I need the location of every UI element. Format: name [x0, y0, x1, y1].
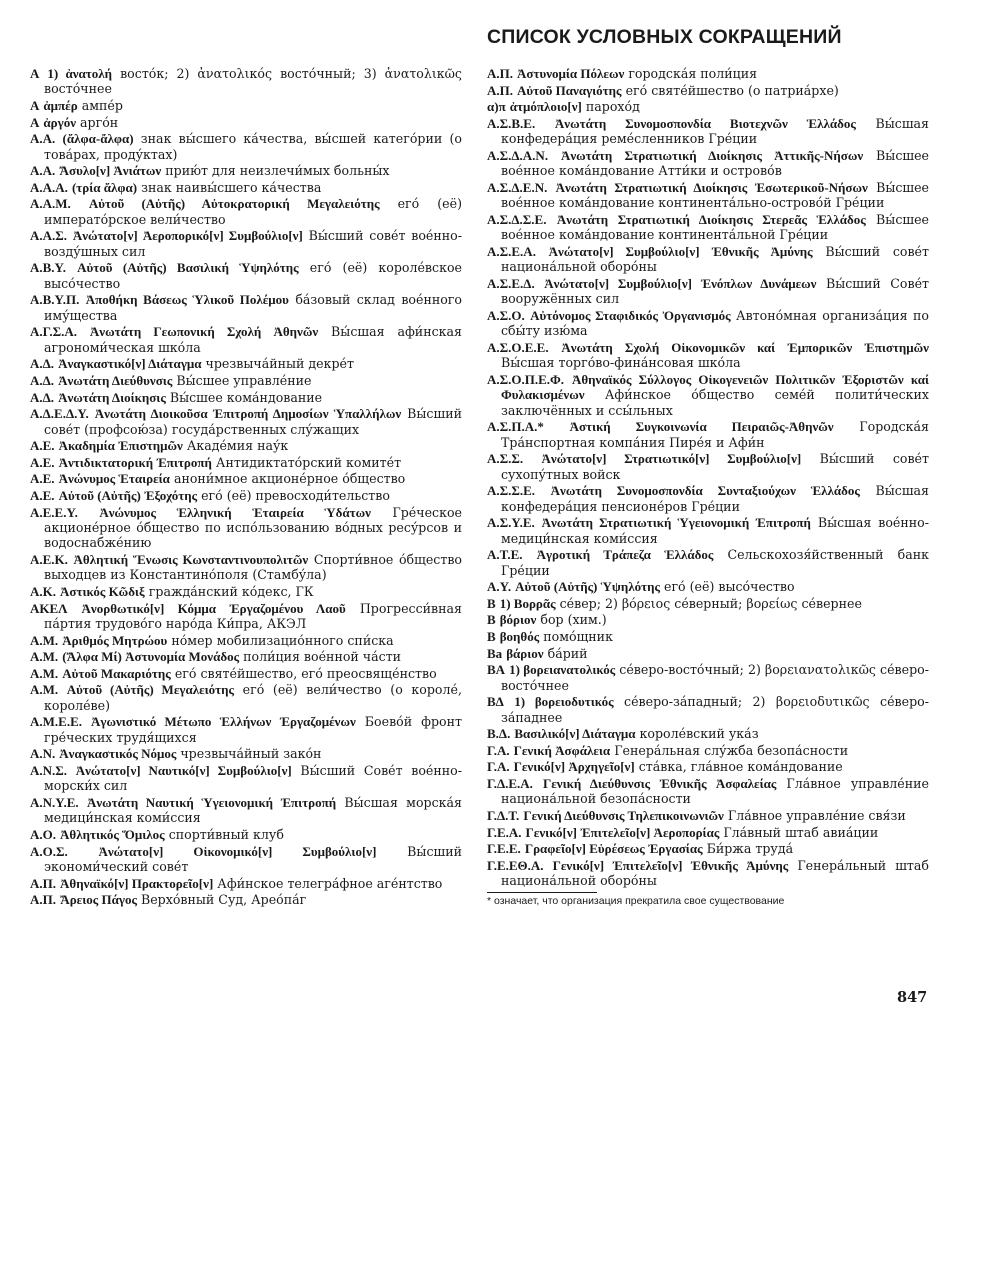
entry-abbreviation: Γ.A.: [487, 759, 510, 775]
dictionary-entry: [487, 808, 929, 823]
entry-abbreviation: A.K.: [30, 583, 56, 599]
entry-greek-term: Γενικό[ν] Ἐπιτελεῖο[ν] Ἐθνικῆς Ἀμύνης: [552, 857, 789, 873]
dictionary-entry: [30, 714, 462, 745]
dictionary-entry: [30, 131, 462, 162]
entry-translation: Вы́сший экономи́ческий сове́т: [44, 843, 462, 874]
entry-greek-term: Ἀνώτατο[ν] Στρατιωτικό[ν] Συμβούλιο[ν]: [541, 451, 802, 467]
entry-greek-term: (ἄλφα-ἄλφα): [62, 131, 134, 147]
entry-abbreviation: A.M.: [30, 665, 59, 681]
entry-abbreviation: A.Π.: [487, 82, 513, 98]
entry-greek-term: Ἀναγκαστικός Νόμος: [59, 746, 177, 762]
entry-abbreviation: A.Σ.O.: [487, 307, 525, 323]
entry-greek-term: Ἀνωτάτη Διεύθυνσις: [58, 372, 173, 388]
entry-greek-term: Ἀνωτάτη Διοίκησις: [58, 389, 166, 405]
entry-greek-term: Ἀστικός Κῶδιξ: [60, 583, 145, 599]
entry-translation: знак вы́сшего ка́чества, вы́сшей катего́рии (о това́рах, проду́ктах): [44, 131, 462, 162]
entry-greek-term: Γενική Διεύθυνσις Τηλεπικοινωνιῶν: [523, 807, 724, 823]
dictionary-entry: [487, 694, 929, 725]
entry-abbreviation: B: [487, 595, 496, 611]
entry-translation: Гла́вное управле́ние свя́зи: [727, 807, 906, 823]
entry-translation: ста́вка, гла́вное кома́ндование: [638, 759, 843, 775]
entry-greek-term: 1) βορειοδυτικός: [514, 694, 614, 710]
entry-translation: Вы́сший Сове́т вооружённых сил: [501, 275, 929, 307]
entry-abbreviation: A.B.Y.: [30, 260, 67, 276]
entry-abbreviation: A: [30, 98, 40, 113]
entry-greek-term: Ἀνώνυμος Ἑλληνική Ἑταιρεία Ὑδάτων: [99, 504, 371, 520]
dictionary-entry: [487, 825, 929, 840]
entry-abbreviation: A.Σ.O.E.E.: [487, 339, 549, 355]
entry-abbreviation: A.A.Σ.: [30, 228, 68, 244]
entry-greek-term: Ἀνωτάτη Στρατιωτική Διοίκησις Στερεᾶς Ἑλλάδος: [556, 211, 866, 227]
entry-abbreviation: A.Σ.Δ.Σ.E.: [487, 211, 547, 227]
entry-greek-term: Ἀγροτική Τράπεζα Ἑλλάδος: [536, 547, 714, 563]
entry-abbreviation: A.Y.: [487, 579, 512, 595]
entry-translation: его́ (её) высо́чество: [664, 579, 795, 595]
entry-translation: Автоно́мная организа́ция по сбы́ту изю́ма: [501, 307, 929, 339]
entry-translation: Спорти́вное о́бщество выходцев из Константино́поля (Стамбу́ла): [44, 551, 462, 583]
dictionary-entry: [487, 612, 929, 627]
entry-abbreviation: A.Δ.: [30, 372, 55, 388]
dictionary-entry: [30, 455, 462, 470]
entry-translation: его́ (её) вели́чество (о короле́, короле́ве): [44, 682, 462, 713]
dictionary-entry: [30, 552, 462, 583]
entry-greek-term: Ἀνώτατο[ν] Συμβούλιο[ν] Ἐνόπλων Δυνάμεων: [544, 275, 817, 291]
dictionary-entry: [30, 471, 462, 486]
entry-abbreviation: A.N.: [30, 746, 56, 762]
entry-abbreviation: A.O.Σ.: [30, 843, 68, 859]
entry-abbreviation: A.Π.: [30, 875, 56, 891]
dictionary-entry: [487, 858, 929, 889]
entry-abbreviation: A.Σ.O.Π.E.Φ.: [487, 371, 565, 387]
entry-abbreviation: A.Σ.Y.E.: [487, 515, 535, 531]
entry-greek-term: ἀτμόπλοιο[ν]: [509, 99, 582, 115]
entry-greek-term: Γενική Ἀσφάλεια: [513, 742, 611, 758]
entry-abbreviation: A.E.: [30, 454, 55, 470]
dictionary-entry: [30, 66, 462, 97]
entry-abbreviation: A.Σ.Σ.E.: [487, 483, 536, 499]
entry-translation: се́вер; 2) βόρειος се́верный; βορείως се́вернее: [559, 595, 862, 611]
entry-abbreviation: A.E.: [30, 438, 55, 454]
dictionary-entry: [487, 579, 929, 594]
entry-abbreviation: A.E.K.: [30, 551, 68, 567]
dictionary-entry: [30, 196, 462, 227]
dictionary-entry: [487, 547, 929, 578]
entry-abbreviation: A.A.M.: [30, 196, 71, 212]
entry-abbreviation: A.Π.: [30, 892, 56, 908]
entry-greek-term: Αὐτοῦ Μακαριότης: [62, 665, 171, 681]
entry-greek-term: 1) ἀνατολή: [47, 66, 113, 81]
entry-greek-term: Ἀθλητικός Ὅμιλος: [60, 826, 165, 842]
dictionary-entry: [487, 340, 929, 371]
dictionary-entry: [487, 726, 929, 741]
entry-abbreviation: A.B.Y.Π.: [30, 292, 80, 308]
entry-abbreviation: Γ.E.EΘ.A.: [487, 857, 544, 873]
entry-translation: Вы́сшее вое́нное кома́ндование континента́льно-острово́й Гре́ции: [501, 179, 930, 211]
entry-translation: короле́вский ука́з: [639, 726, 759, 742]
entry-translation: Вы́сшая морска́я медици́нская коми́ссия: [44, 794, 462, 826]
dictionary-entry: [30, 601, 462, 632]
entry-translation: Генера́льный штаб национа́льной оборо́ны: [501, 857, 929, 889]
entry-translation: се́веро-за́падный; 2) βορειοδυτικῶς се́веро-за́паднее: [501, 694, 929, 725]
entry-translation: Вы́сшая вое́нно-медици́нская коми́ссия: [501, 515, 929, 546]
dictionary-entry: [30, 438, 462, 453]
entry-translation: Верхо́вный Суд, Арео́па́г: [140, 892, 307, 908]
entry-greek-term: Ἀνωτάτη Διοικοῦσα Ἐπιτροπή Δημοσίων Ὑπαλλήλων: [94, 406, 402, 422]
entry-abbreviation: Γ.A.: [487, 742, 510, 758]
entry-abbreviation: A.Σ.E.A.: [487, 243, 536, 259]
dictionary-entry: [487, 662, 929, 693]
entry-abbreviation: A.N.Y.E.: [30, 794, 79, 810]
entry-translation: Прогресси́вная па́ртия трудово́го наро́да Ки́пра, АКЭЛ: [44, 600, 462, 631]
dictionary-entry: [30, 180, 462, 195]
entry-greek-term: Ἀνωτάτη Στρατιωτική Ὑγειονομική Ἐπιτροπή: [541, 515, 811, 531]
entry-greek-term: Ἀριθμός Μητρώου: [62, 632, 168, 648]
entry-greek-term: Αὐτοῦ Παναγιότης: [517, 82, 622, 98]
entry-translation: гражда́нский ко́декс, ГК: [148, 583, 314, 599]
entry-greek-term: Ἀνώτατο[ν] Ἀεροπορικό[ν] Συμβούλιο[ν]: [72, 228, 303, 244]
entry-translation: Вы́сшее управле́ние: [176, 372, 312, 388]
entry-abbreviation: A.M.: [30, 632, 59, 648]
entry-translation: прию́т для неизлечи́мых больны́х: [165, 163, 390, 179]
entry-translation: Би́ржа труда́: [706, 841, 794, 857]
page-number: 847: [897, 989, 928, 1006]
entry-abbreviation: A.Σ.Π.A.*: [487, 419, 544, 435]
dictionary-entry: [487, 483, 929, 514]
entry-greek-term: Γενικό[ν] Ἀρχηγεῖο[ν]: [513, 759, 635, 775]
dictionary-entry: [487, 419, 929, 450]
dictionary-entry: [30, 505, 462, 551]
entry-greek-term: Γενική Διεύθυνσις Ἐθνικῆς Ἀσφαλείας: [542, 775, 777, 791]
entry-greek-term: βόριον: [499, 612, 537, 628]
dictionary-entry: [30, 324, 462, 355]
entry-translation: Антидиктато́рский комите́т: [215, 454, 402, 470]
entry-abbreviation: A.Δ.: [30, 356, 55, 372]
dictionary-entry: [30, 115, 462, 130]
dictionary-entry: [30, 892, 462, 907]
entry-greek-term: βοηθός: [499, 628, 540, 644]
entry-abbreviation: B: [487, 612, 496, 628]
entry-abbreviation: A.Σ.B.E.: [487, 115, 536, 131]
entry-translation: Гла́вное управле́ние национа́льной безопа́сности: [501, 775, 929, 807]
entry-abbreviation: A.Γ.Σ.A.: [30, 324, 77, 340]
entry-abbreviation: A.M.: [30, 649, 59, 665]
entry-abbreviation: A.Σ.Δ.A.N.: [487, 147, 549, 163]
entry-translation: поли́ция вое́нной ча́сти: [243, 649, 402, 665]
entry-greek-term: Ἀγωνιστικό Μέτωπο Ἑλλήνων Ἐργαζομένων: [91, 714, 356, 730]
entry-greek-term: (τρία ἄλφα): [71, 179, 138, 195]
entry-abbreviation: Γ.Δ.E.A.: [487, 775, 533, 791]
entry-greek-term: Αὐτοῦ (Αὐτῆς) Ὑψηλότης: [515, 579, 660, 595]
entry-abbreviation: Γ.Δ.T.: [487, 807, 520, 823]
entry-greek-term: Ἀστική Συγκοινωνία Πειραιῶς-Ἀθηνῶν: [569, 419, 834, 435]
dictionary-entry: [487, 276, 929, 307]
entry-greek-term: ἀμπέρ: [43, 98, 78, 113]
dictionary-entry: [487, 372, 929, 418]
dictionary-entry: [30, 373, 462, 388]
entry-greek-term: Αὐτοῦ (Αὐτῆς) Μεγαλειότης: [66, 682, 235, 698]
entry-greek-term: 1) Βορρᾶς: [499, 595, 556, 611]
page-title: СПИСОК УСЛОВНЫХ СОКРАЩЕНИЙ: [487, 26, 842, 48]
entry-translation: анони́мное акционе́рное о́бщество: [173, 471, 406, 487]
entry-greek-term: Ἀνωτάτη Ναυτική Ὑγειονομική Ἐπιτροπή: [86, 794, 337, 810]
dictionary-entry: [30, 763, 462, 794]
dictionary-entry: [30, 827, 462, 842]
entry-translation: его́ (её) короле́вское высо́чество: [44, 260, 462, 291]
dictionary-entry: [487, 244, 929, 275]
entry-abbreviation: A.Δ.E.Δ.Y.: [30, 406, 89, 422]
dictionary-entry: [30, 292, 462, 323]
dictionary-entry: [487, 841, 929, 856]
entry-abbreviation: A.A.A.: [30, 179, 68, 195]
entry-greek-term: βάριον: [506, 645, 544, 661]
entry-abbreviation: A.A.: [30, 131, 56, 147]
entry-translation: Вы́сший сове́т вое́нно-возду́шных сил: [44, 228, 462, 259]
entry-translation: Вы́сшее вое́нное кома́ндование континента́льной Гре́ции: [501, 211, 929, 243]
dictionary-entry: [30, 682, 462, 713]
dictionary-entry: [30, 98, 462, 113]
entry-greek-term: Ἀνώτατο[ν] Συμβούλιο[ν] Ἐθνικῆς Ἀμύνης: [548, 243, 813, 259]
dictionary-entry: [487, 515, 929, 546]
entry-greek-term: (Ἄλφα Μί) Ἀστυνομία Μονάδος: [62, 649, 240, 665]
entry-greek-term: Αὐτοῦ (Αὐτῆς) Αὐτοκρατορική Μεγαλειότης: [88, 196, 380, 212]
entry-greek-term: Ἀνωτάτη Στρατιωτική Διοίκησις Ἐσωτερικοῦ-Νήσων: [555, 179, 868, 195]
entry-greek-term: Γενικό[ν] Ἐπιτελεῖο[ν] Ἀεροπορίας: [525, 824, 720, 840]
entry-translation: Афи́нское телегра́фное аге́нтство: [217, 875, 443, 891]
dictionary-entry: [30, 488, 462, 503]
dictionary-entry: [30, 406, 462, 437]
entry-abbreviation: A.O.: [30, 826, 56, 842]
entry-translation: его́ (её) превосходи́тельство: [201, 487, 390, 503]
entry-translation: Вы́сшее кома́ндование: [169, 389, 323, 405]
dictionary-entry: [30, 390, 462, 405]
entry-abbreviation: A.Σ.Δ.E.N.: [487, 179, 548, 195]
dictionary-entry: [487, 148, 929, 179]
entry-abbreviation: AKEΛ: [30, 600, 68, 616]
dictionary-entry: [487, 212, 929, 243]
left-column: [30, 66, 462, 909]
entry-greek-term: Αὐτόνομος Σταφιδικός Ὀργανισμός: [530, 307, 731, 323]
entry-translation: его́ святе́йшество, его́ преосвяще́нство: [174, 665, 437, 681]
entry-translation: Городска́я Тра́нспортная компа́ния Пире́я и Афи́н: [501, 419, 929, 450]
entry-greek-term: Ἀθηναϊκός Σύλλογος Οἰκογενειῶν Πολιτικῶν Ἐξοριστῶν καί Φυλακισμένων: [501, 371, 929, 403]
dictionary-entry: [487, 759, 929, 774]
entry-greek-term: Ἀναγκαστικό[ν] Διάταγμα: [58, 356, 202, 372]
entry-translation: Генера́льная слу́жба безопа́сности: [614, 742, 849, 758]
entry-abbreviation: A: [30, 114, 40, 130]
entry-greek-term: Ἀκαδημία Ἐπιστημῶν: [58, 438, 183, 454]
entry-greek-term: Ἀνωτάτη Στρατιωτική Διοίκησις Ἀττικῆς-Νήσων: [560, 147, 864, 163]
entry-abbreviation: BA: [487, 662, 506, 678]
entry-translation: Вы́сшая торго́во-фина́нсовая шко́ла: [501, 355, 741, 371]
entry-translation: Вы́сший Сове́т вое́нно-морски́х сил: [44, 762, 462, 794]
entry-translation: се́веро-восто́чный; 2) βορειανατολικῶς се́веро-восто́чнее: [501, 662, 929, 693]
entry-abbreviation: A.E.E.Y.: [30, 504, 78, 520]
dictionary-entry: [30, 260, 462, 291]
entry-abbreviation: Ba: [487, 645, 503, 661]
entry-translation: парохо́д: [585, 99, 640, 115]
entry-abbreviation: B: [487, 628, 496, 644]
entry-translation: Вы́сшая афи́нская агрономи́ческая шко́ла: [44, 324, 462, 355]
entry-greek-term: Ἀντιδικτατορική Ἐπιτροπή: [58, 454, 212, 470]
dictionary-entry: [487, 646, 929, 661]
entry-greek-term: Ἄσυλο[ν] Ἀνιάτων: [59, 163, 162, 179]
dictionary-entry: [30, 584, 462, 599]
entry-translation: спорти́вный клуб: [168, 826, 284, 842]
entry-abbreviation: Γ.E.E.: [487, 841, 521, 857]
entry-greek-term: Βασιλικό[ν] Διάταγμα: [514, 726, 636, 742]
entry-translation: его́ святе́йшество (о патриа́рхе): [625, 82, 839, 98]
entry-abbreviation: A.Σ.E.Δ.: [487, 275, 535, 291]
footnote: * означает, что организация прекратила свое существование: [487, 894, 785, 907]
entry-abbreviation: Γ.E.A.: [487, 824, 522, 840]
entry-abbreviation: A.T.E.: [487, 547, 523, 563]
entry-translation: ба́зовый склад вое́нного иму́щества: [44, 292, 462, 323]
entry-greek-term: Ἀνωτάτη Σχολή Οἰκονομικῶν καί Ἐμπορικῶν Ἐπιστημῶν: [561, 339, 929, 355]
dictionary-entry: [487, 596, 929, 611]
entry-translation: Вы́сший сове́т сухопу́тных войск: [501, 451, 929, 482]
entry-abbreviation: A.E.: [30, 487, 55, 503]
entry-greek-term: Ἀνωτάτη Συνομοσπονδία Βιοτεχνῶν Ἑλλάδος: [554, 115, 856, 131]
entry-translation: восто́к; 2) ἀνατολικός восто́чный; 3) ἀνατολικῶς восто́чнее: [44, 66, 462, 97]
entry-greek-term: Ἀθλητική Ἕνωσις Κωνσταντινουπολιτῶν: [73, 551, 309, 567]
entry-greek-term: Ἀνωτάτη Συνομοσπονδία Συνταξιούχων Ἑλλάδος: [550, 483, 860, 499]
entry-abbreviation: α)π: [487, 99, 506, 115]
entry-greek-term: ἀργόν: [43, 114, 77, 130]
dictionary-entry: [30, 356, 462, 371]
entry-translation: знак наивы́сшего ка́чества: [141, 179, 322, 195]
entry-greek-term: Ἀνορθωτικό[ν] Κόμμα Ἐργαζομένου Λαοῦ: [81, 600, 346, 616]
right-column-entries: [487, 66, 929, 889]
entry-greek-term: Αὐτοῦ (Αὐτῆς) Βασιλική Ὑψηλότης: [77, 260, 299, 276]
entry-translation: Гре́ческое акционе́рное о́бщество по испо́льзованию во́дных ресу́рсов и водоснабже́нию: [44, 504, 462, 551]
entry-greek-term: Αὐτοῦ (Αὐτῆς) Ἐξοχότης: [58, 487, 198, 503]
dictionary-entry: [487, 629, 929, 644]
entry-translation: помо́щник: [543, 628, 613, 644]
entry-greek-term: Ἄρειος Πάγος: [60, 892, 137, 908]
entry-translation: ампе́р: [81, 98, 123, 113]
right-column: [487, 66, 929, 908]
entry-translation: Афи́нское о́бщество семе́й полити́ческих заключённых и ссы́льных: [501, 387, 929, 418]
dictionary-entry: [487, 83, 929, 98]
entry-abbreviation: BΔ: [487, 694, 504, 710]
dictionary-entry: [487, 116, 929, 147]
entry-abbreviation: A.M.E.E.: [30, 714, 82, 730]
entry-greek-term: Ἀνώτατο[ν] Οἰκονομικό[ν] Συμβούλιο[ν]: [98, 843, 377, 859]
entry-translation: Вы́сшая конфедера́ция реме́сленников Гре́ции: [501, 115, 929, 147]
dictionary-entry: [487, 308, 929, 339]
entry-abbreviation: A.Π.: [487, 66, 513, 81]
dictionary-entry: [487, 180, 929, 211]
entry-abbreviation: A.E.: [30, 471, 55, 487]
entry-translation: чрезвыча́йный декре́т: [205, 356, 354, 372]
dictionary-entry: [487, 451, 929, 482]
entry-abbreviation: A.A.: [30, 163, 56, 179]
entry-abbreviation: A: [30, 66, 40, 81]
entry-greek-term: Ἀποθήκη Βάσεως Ὑλικοῦ Πολέμου: [85, 292, 289, 308]
dictionary-entry: [487, 743, 929, 758]
entry-abbreviation: B.Δ.: [487, 726, 511, 742]
entry-translation: Боево́й фронт гре́ческих трудя́щихся: [44, 714, 462, 745]
dictionary-entry: [30, 795, 462, 826]
dictionary-entry: [30, 228, 462, 259]
entry-abbreviation: A.N.Σ.: [30, 762, 68, 778]
entry-abbreviation: A.M.: [30, 682, 59, 698]
dictionary-entry: [487, 66, 929, 81]
entry-translation: Акаде́мия нау́к: [186, 438, 289, 454]
entry-greek-term: Ἀνώνυμος Ἑταιρεία: [58, 471, 170, 487]
dictionary-entry: [30, 666, 462, 681]
entry-greek-term: Γραφεῖο[ν] Εὑρέσεως Ἐργασίας: [524, 841, 703, 857]
dictionary-entry: [487, 776, 929, 807]
dictionary-entry: [30, 844, 462, 875]
entry-translation: Вы́сшее вое́нное кома́ндование Атти́ки и острово́в: [501, 147, 929, 179]
entry-translation: ба́рий: [547, 645, 588, 661]
entry-greek-term: Ἀθηναϊκό[ν] Πρακτορεῖο[ν]: [60, 875, 214, 891]
entry-abbreviation: A.Δ.: [30, 389, 55, 405]
entry-translation: бор (хим.): [540, 612, 607, 628]
entry-greek-term: Ἀνωτάτη Γεωπονική Σχολή Ἀθηνῶν: [89, 324, 319, 340]
entry-greek-term: 1) βορειανατολικός: [509, 662, 616, 678]
dictionary-entry: [30, 649, 462, 664]
entry-translation: городска́я поли́ция: [628, 66, 758, 81]
entry-translation: Вы́сший сове́т (профсою́за) госуда́рственных слу́жащих: [44, 406, 462, 437]
entry-translation: Гла́вный штаб авиа́ции: [723, 824, 879, 840]
entry-translation: чрезвыча́йный зако́н: [180, 746, 322, 762]
entry-translation: арго́н: [80, 114, 119, 130]
entry-greek-term: Ἀστυνομία Πόλεων: [517, 66, 625, 81]
footnote-rule: [487, 892, 597, 893]
dictionary-entry: [30, 163, 462, 178]
entry-translation: Вы́сшая конфедера́ция пенсионе́ров Гре́ции: [501, 483, 929, 514]
dictionary-entry: [487, 99, 929, 114]
entry-translation: но́мер мобилизацио́нного спи́ска: [171, 632, 394, 648]
entry-translation: Сельскохозя́йственный банк Гре́ции: [501, 547, 929, 578]
entry-greek-term: Ἀνώτατο[ν] Ναυτικό[ν] Συμβούλιο[ν]: [75, 762, 292, 778]
dictionary-entry: [30, 876, 462, 891]
dictionary-entry: [30, 746, 462, 761]
entry-translation: его́ (её) императо́рское вели́чество: [44, 196, 462, 227]
dictionary-entry: [30, 633, 462, 648]
entry-abbreviation: A.Σ.Σ.: [487, 451, 524, 467]
entry-translation: Вы́сший сове́т национа́льной оборо́ны: [501, 243, 929, 275]
